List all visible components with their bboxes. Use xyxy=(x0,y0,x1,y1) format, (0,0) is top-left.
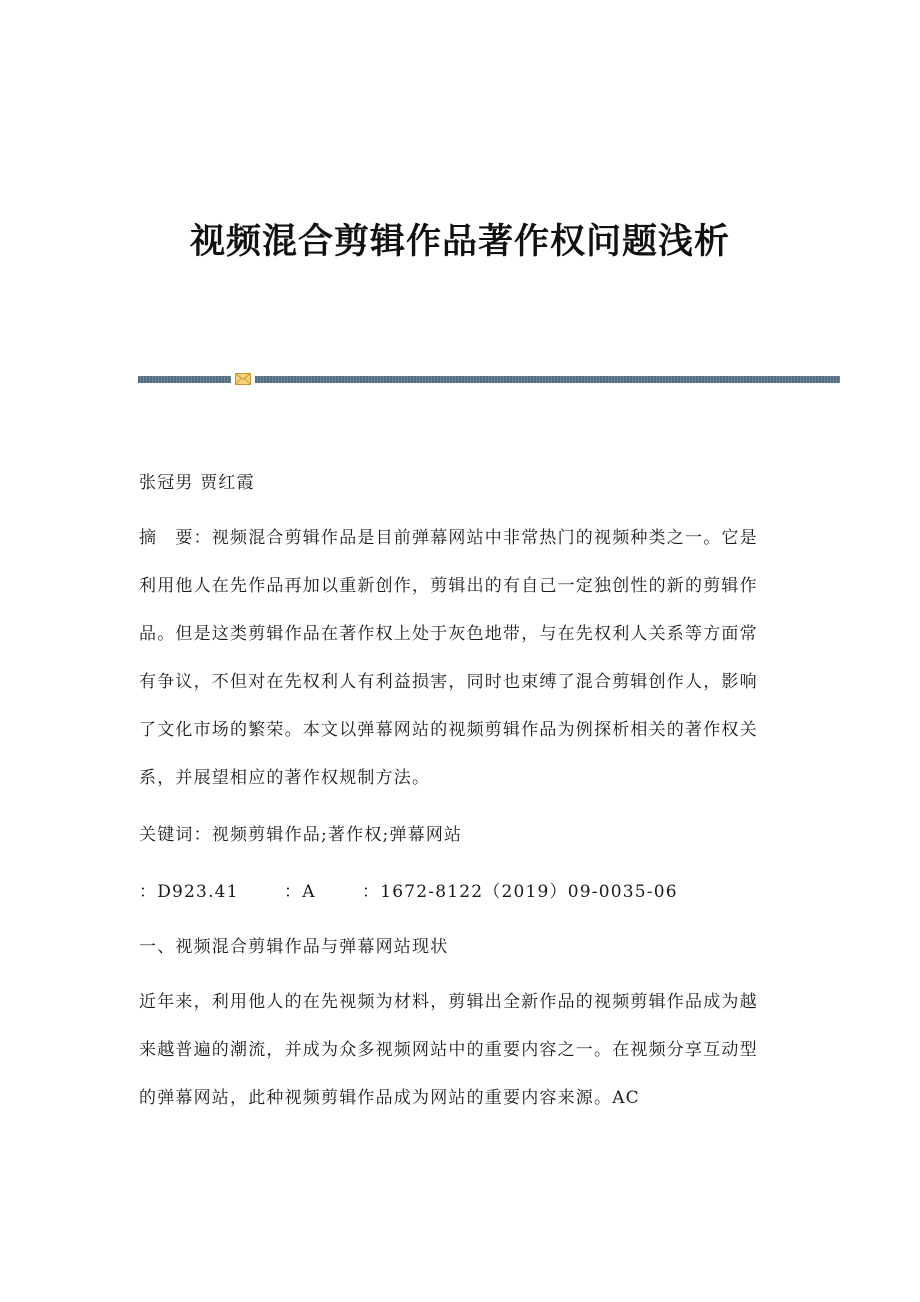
abstract-line: 利用他人在先作品再加以重新创作，剪辑出的有自己一定独创性的新的剪辑作 xyxy=(139,576,758,596)
document-code: ：A xyxy=(284,882,316,902)
body-paragraph xyxy=(139,989,779,1133)
abstract-line: 系，并展望相应的著作权规制方法。 xyxy=(139,768,431,788)
body-line: 的弹幕网站，此种视频剪辑作品成为网站的重要内容来源。AC xyxy=(139,1088,640,1108)
authors: 张冠男 贾红霞 xyxy=(139,473,255,493)
classification-number: ：D923.41 xyxy=(139,882,239,902)
document-title: 视频混合剪辑作品著作权问题浅析 xyxy=(189,222,730,262)
title-divider xyxy=(138,373,840,385)
body-line: 来越普遍的潮流，并成为众多视频网站中的重要内容之一。在视频分享互动型 xyxy=(139,1040,758,1060)
body-line: 近年来，利用他人的在先视频为材料，剪辑出全新作品的视频剪辑作品成为越 xyxy=(139,992,758,1012)
article-id: ：1672-8122（2019）09-0035-06 xyxy=(362,882,678,902)
abstract-line: 了文化市场的繁荣。本文以弹幕网站的视频剪辑作品为例探析相关的著作权关 xyxy=(139,720,758,740)
abstract-line: 品。但是这类剪辑作品在著作权上处于灰色地带，与在先权利人关系等方面常 xyxy=(139,624,758,644)
abstract-line: 有争议，不但对在先权利人有利益损害，同时也束缚了混合剪辑创作人，影响 xyxy=(139,672,758,692)
abstract xyxy=(139,525,779,813)
abstract-line: 摘 要：视频混合剪辑作品是目前弹幕网站中非常热门的视频种类之一。它是 xyxy=(139,528,758,548)
section-heading: 一、视频混合剪辑作品与弹幕网站现状 xyxy=(139,937,449,957)
keywords: 关键词：视频剪辑作品;著作权;弹幕网站 xyxy=(139,825,463,845)
divider-bar-right xyxy=(255,376,840,383)
envelope-icon xyxy=(235,373,251,385)
metadata-line xyxy=(139,879,678,905)
divider-bar-left xyxy=(138,376,231,383)
